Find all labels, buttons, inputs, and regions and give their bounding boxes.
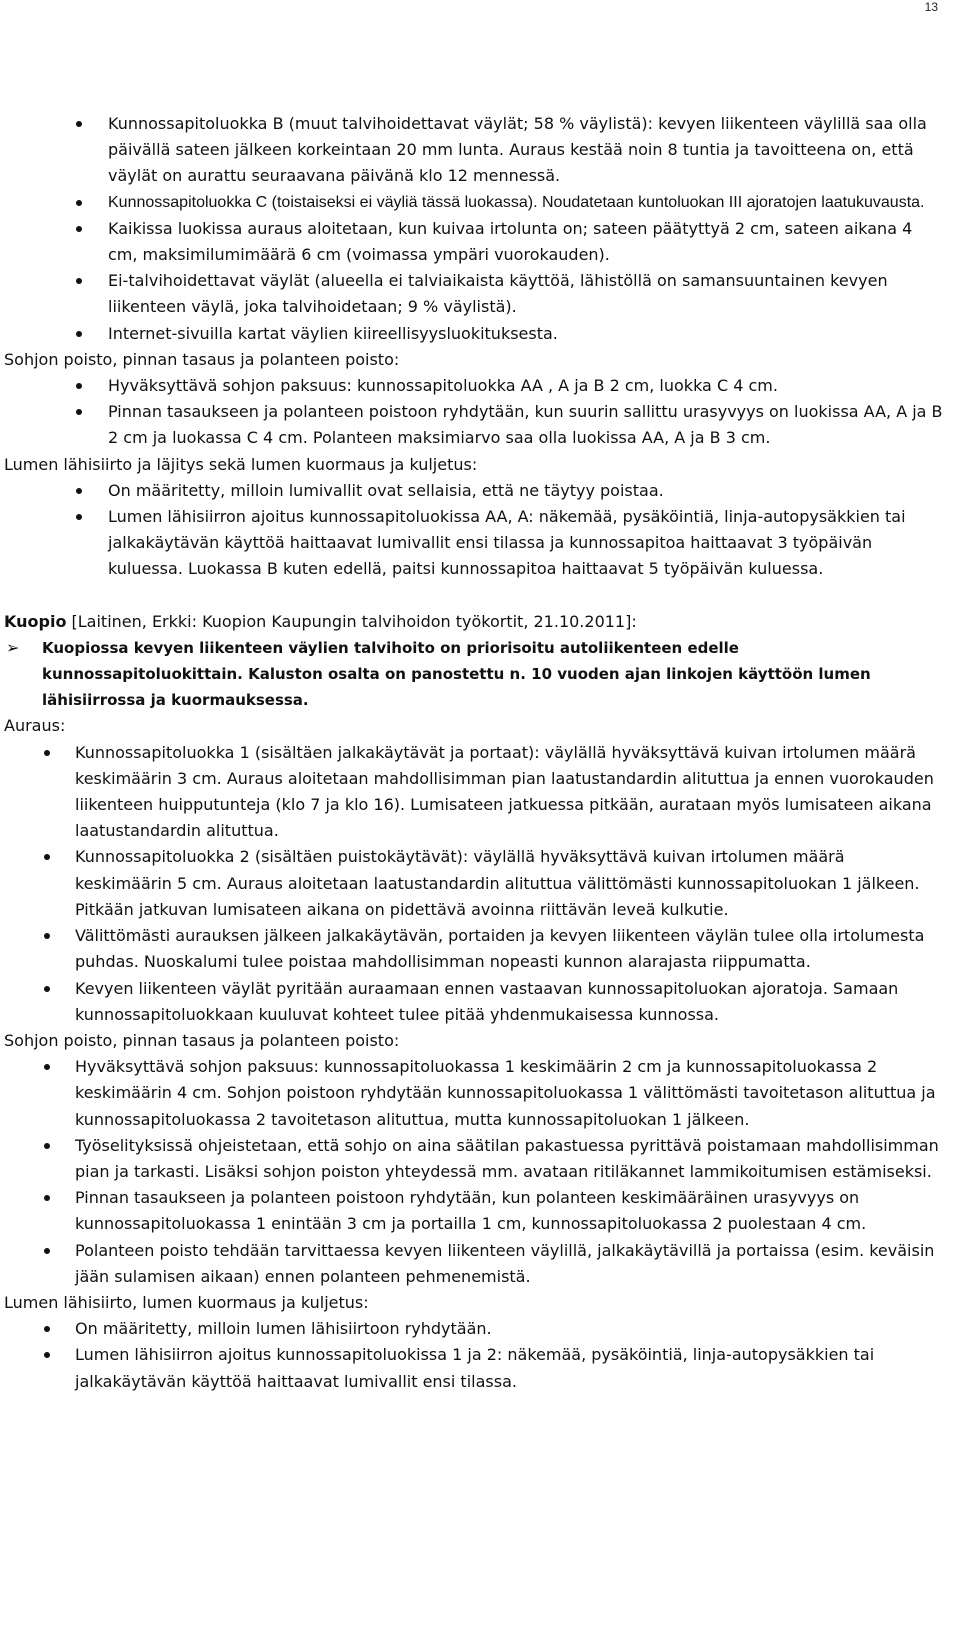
section1-bullet-list	[0, 111, 945, 347]
kuopio-title: Kuopio	[4, 611, 67, 631]
auraus-bullet-list	[0, 740, 945, 1028]
list-item: Välittömästi aurauksen jälkeen jalkakäytävän, portaiden ja kevyen liikenteen väylän tulee olla irtolumesta puhdas. Nuoskalumi tulee poistaa mahdollisimman nopeasti kunnon alarajasta riippumatta.	[0, 923, 945, 975]
list-item: Pinnan tasaukseen ja polanteen poistoon ryhdytään, kun suurin sallittu urasyvyys on luokissa AA, A ja B 2 cm ja luokassa C 4 cm. Polanteen maksimiarvo saa olla luokissa AA, A ja B 3 cm.	[0, 399, 945, 451]
kuopio-source-line	[0, 609, 945, 635]
list-item: Internet-sivuilla kartat väylien kiireellisyysluokituksesta.	[0, 321, 945, 347]
list-item: Kevyen liikenteen väylät pyritään auraamaan ennen vastaavan kunnossapitoluokan ajoratoja. Samaan kunnossapitoluokkaan kuuluvat kohteet tulee pitää yhdenmukaisessa kunnossa.	[0, 976, 945, 1028]
page-number: 13	[924, 0, 938, 14]
sohjo-bullet-list	[0, 373, 945, 452]
list-item: Pinnan tasaukseen ja polanteen poistoon ryhdytään, kun polanteen keskimääräinen urasyvyys on kunnossapitoluokassa 1 enintään 3 cm ja portailla 1 cm, kunnossapitoluokassa 2 puolestaan 4 cm.	[0, 1185, 945, 1237]
list-item: Kunnossapitoluokka 1 (sisältäen jalkakäytävät ja portaat): väylällä hyväksyttävä kuivan irtolumen määrä keskimäärin 3 cm. Auraus aloitetaan mahdollisimman pian laatustandardin alituttua ja ennen vuorokauden liikenteen huipputunteja (klo 7 ja klo 16). Lumisateen jatkuessa pitkään, aurataan myös lumisateen aikana laatustandardin alituttua.	[0, 740, 945, 845]
subheading-lumen: Lumen lähisiirto ja läjitys sekä lumen kuormaus ja kuljetus:	[4, 454, 478, 474]
list-item: Hyväksyttävä sohjon paksuus: kunnossapitoluokassa 1 keskimäärin 2 cm ja kunnossapitoluokassa 2 keskimäärin 4 cm. Sohjon poistoon ryhdytään kunnossapitoluokassa 1 välittömästi tavoitetason alituttua ja kunnossapitoluokassa 2 tavoitetason alituttua, mutta kunnossapitoluokan 1 jälkeen.	[0, 1054, 945, 1133]
list-item: Kaikissa luokissa auraus aloitetaan, kun kuivaa irtolunta on; sateen päätyttyä 2 cm, sateen aikana 4 cm, maksimilumimäärä 6 cm (voimassa ympäri vuorokauden).	[0, 216, 945, 268]
kuopio-lumen-bullet-list	[0, 1316, 945, 1395]
list-item: Kunnossapitoluokka 2 (sisältäen puistokäytävät): väylällä hyväksyttävä kuivan irtolumen määrä keskimäärin 5 cm. Auraus aloitetaan laatustandardin alituttua välittömästi kunnossapitoluokan 1 jälkeen. Pitkään jatkuvan lumisateen aikana on pidettävä avoinna riittävän leveä kulkutie.	[0, 844, 945, 923]
subheading-auraus: Auraus:	[4, 716, 66, 736]
list-item: Polanteen poisto tehdään tarvittaessa kevyen liikenteen väylillä, jalkakäytävillä ja portaissa (esim. keväisin jään sulamisen aikaan) ennen polanteen pehmenemistä.	[0, 1238, 945, 1290]
list-item: On määritetty, milloin lumivallit ovat sellaisia, että ne täytyy poistaa.	[0, 478, 945, 504]
subheading-kuopio-lumen: Lumen lähisiirto, lumen kuormaus ja kuljetus:	[4, 1292, 369, 1312]
kuopio-source: [Laitinen, Erkki: Kuopion Kaupungin talvihoidon työkortit, 21.10.2011]:	[66, 611, 637, 631]
document-body	[0, 111, 945, 1395]
kuopio-sohjo-bullet-list	[0, 1054, 945, 1290]
list-item: Kunnossapitoluokka B (muut talvihoidettavat väylät; 58 % väylistä): kevyen liikenteen väylillä saa olla päivällä sateen jälkeen korkeintaan 20 mm lunta. Auraus kestää noin 8 tuntia ja tavoitteena on, että väylät on aurattu seuraavana päivänä klo 12 mennessä.	[0, 111, 945, 190]
list-item: Lumen lähisiirron ajoitus kunnossapitoluokissa AA, A: näkemää, pysäköintiä, linja-autopysäkkien tai jalkakäytävän käyttöä haittaavat lumivallit ensi tilassa ja kunnossapitoa haittaavat 3 työpäivän kuluessa. Luokassa B kuten edellä, paitsi kunnossapitoa haittaavat 5 työpäivän kuluessa.	[0, 504, 945, 583]
subheading-sohjo: Sohjon poisto, pinnan tasaus ja polanteen poisto:	[4, 349, 400, 369]
kuopio-summary-text: Kuopiossa kevyen liikenteen väylien talvihoito on priorisoitu autoliikenteen edelle kunnossapitoluokittain. Kaluston osalta on panostettu n. 10 vuoden ajan linkojen käyttöön lumen lähisiirrossa ja kuormauksessa.	[42, 638, 871, 710]
arrow-bullet-icon: ➢	[6, 637, 20, 657]
list-item: Kunnossapitoluokka C (toistaiseksi ei väyliä tässä luokassa). Noudatetaan kuntoluokan III ajoratojen laatukuvausta.	[0, 190, 945, 216]
list-item: Lumen lähisiirron ajoitus kunnossapitoluokissa 1 ja 2: näkemää, pysäköintiä, linja-autopysäkkien tai jalkakäytävän käyttöä haittaavat lumivallit ensi tilassa.	[0, 1342, 945, 1394]
list-item: Hyväksyttävä sohjon paksuus: kunnossapitoluokka AA , A ja B 2 cm, luokka C 4 cm.	[0, 373, 945, 399]
kuopio-summary	[0, 635, 945, 714]
list-item: On määritetty, milloin lumen lähisiirtoon ryhdytään.	[0, 1316, 945, 1342]
list-item: Työselityksissä ohjeistetaan, että sohjo on aina säätilan pakastuessa pyrittävä poistamaan mahdollisimman pian ja tarkasti. Lisäksi sohjon poiston yhteydessä mm. avataan ritiläkannet lammikoitumisen estämiseksi.	[0, 1133, 945, 1185]
lumen-bullet-list	[0, 478, 945, 583]
list-item: Ei-talvihoidettavat väylät (alueella ei talviaikaista käyttöä, lähistöllä on samansuuntainen kevyen liikenteen väylä, joka talvihoidetaan; 9 % väylistä).	[0, 268, 945, 320]
subheading-kuopio-sohjo: Sohjon poisto, pinnan tasaus ja polanteen poisto:	[4, 1030, 400, 1050]
